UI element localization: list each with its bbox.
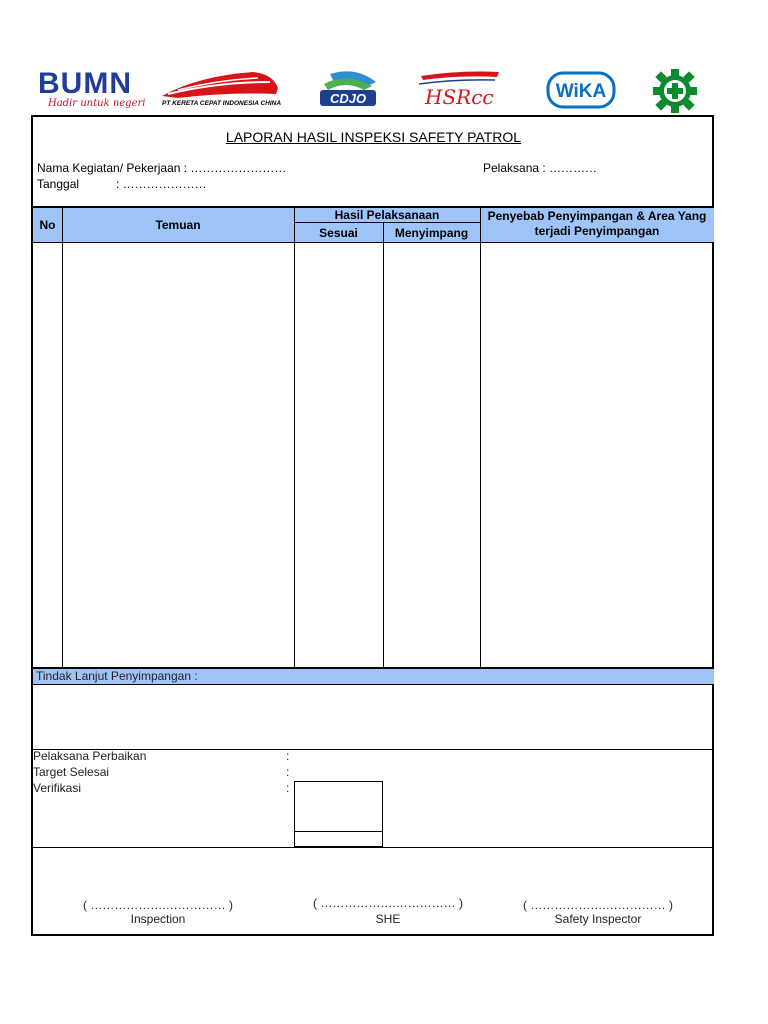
hsrcc-logo [415,70,501,110]
col-menyimpang-header: Menyimpang [394,226,469,240]
colon-1: : [286,749,290,763]
bumn-tagline: Hadir untuk negeri [48,98,146,109]
train-icon [158,68,283,100]
colon-3: : [286,781,290,795]
bumn-logo [38,67,148,109]
col-temuan-header: Temuan [155,218,201,232]
col-no-header: No [39,218,56,232]
tindak-lanjut-label: Tindak Lanjut Penyimpangan : [36,669,198,683]
gear-plus-icon [652,68,698,114]
verifikasi-box[interactable] [294,781,383,847]
cell-no[interactable] [33,243,62,668]
col-sesuai-header: Sesuai [319,226,358,240]
signature-divider [33,847,714,848]
header-sub-line [294,222,480,223]
target-selesai-label: Target Selesai [33,765,110,779]
tanggal-field[interactable]: : ………………… [116,177,207,191]
cdjo-text: CDJO [329,91,367,106]
colon-2: : [286,765,290,779]
verifikasi-label: Verifikasi [33,781,82,795]
signature-she-label: SHE [375,912,401,926]
cdjo-logo [316,68,384,110]
hsrcc-text: HSRcc [425,85,494,109]
kcic-logo [158,68,283,110]
signature-she-line[interactable]: ( ……………….…………… ) [313,896,463,910]
pelaksana-field[interactable]: Pelaksana : ………… [483,161,598,175]
cell-sesuai[interactable] [295,243,383,668]
signature-inspection-line[interactable]: ( ……………….…………… ) [83,898,233,912]
col-hasil-header: Hasil Pelaksanaan [334,208,440,222]
page-title: LAPORAN HASIL INSPEKSI SAFETY PATROL [225,129,522,145]
wika-text: WiKA [555,81,607,102]
signature-safety-inspector-line[interactable]: ( ……………….…………… ) [523,898,673,912]
cell-menyimpang[interactable] [384,243,480,668]
col-penyebab-header-2: terjadi Penyimpangan [534,224,660,238]
col-penyebab-header-1: Penyebab Penyimpangan & Area Yang [487,209,707,223]
tindak-lanjut-input[interactable] [33,685,714,749]
nama-kegiatan-field[interactable]: Nama Kegiatan/ Pekerjaan : …………………… [37,161,287,175]
tanggal-label: Tanggal [37,177,80,191]
bumn-word: BUMN [38,67,132,100]
pelaksana-perbaikan-label: Pelaksana Perbaikan [33,749,147,763]
cell-temuan[interactable] [63,243,294,668]
wika-logo [546,70,616,110]
cell-penyebab[interactable] [481,243,714,668]
verifikasi-box-divider [294,831,383,832]
kcic-caption: PT KERETA CEPAT INDONESIA CHINA [162,100,282,107]
signature-inspection-label: Inspection [130,912,186,926]
signature-safety-inspector-label: Safety Inspector [554,912,642,926]
